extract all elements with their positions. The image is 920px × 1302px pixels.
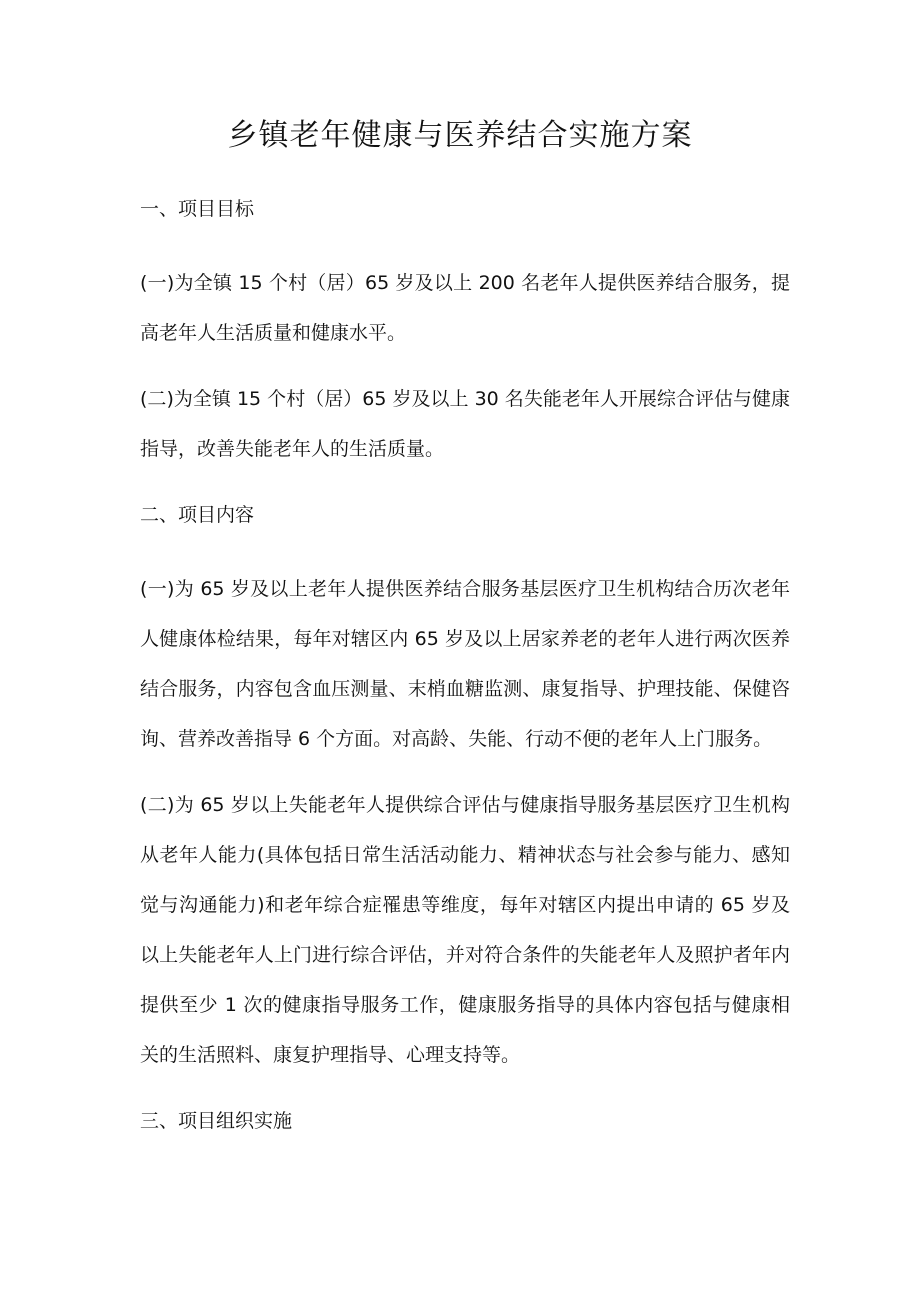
- section-heading-goals: 一、项目目标: [140, 198, 255, 220]
- document-title: 乡镇老年健康与医养结合实施方案: [227, 118, 693, 153]
- goal-item-2: (二)为全镇 15 个村（居）65 岁及以上 30 名失能老年人开展综合评估与健康指导，改善失能老年人的生活质量。: [140, 388, 790, 460]
- section-heading-content: 二、项目内容: [140, 504, 255, 526]
- content-item-2: (二)为 65 岁以上失能老年人提供综合评估与健康指导服务基层医疗卫生机构从老年人能力(具体包括日常生活活动能力、精神状态与社会参与能力、感知觉与沟通能力)和老年综合症罹患等维度，每年对辖区内提出申请的 65 岁及以上失能老年人上门进行综合评估，并对符合条件的失能老年人及照护者年内提供至少 1 次的健康指导服务工作，健康服务指导的具体内容包括与健康相关的生活照料、康复护理指导、心理支持等。: [140, 794, 790, 1066]
- document-body: [140, 184, 790, 1170]
- goal-item-1: (一)为全镇 15 个村（居）65 岁及以上 200 名老年人提供医养结合服务，提高老年人生活质量和健康水平。: [140, 272, 790, 344]
- section-heading-implementation: 三、项目组织实施: [140, 1110, 293, 1132]
- content-item-1: (一)为 65 岁及以上老年人提供医养结合服务基层医疗卫生机构结合历次老年人健康体检结果，每年对辖区内 65 岁及以上居家养老的老年人进行两次医养结合服务，内容包含血压测量、末梢血糖监测、康复指导、护理技能、保健咨询、营养改善指导 6 个方面。对高龄、失能、行动不便的老年人上门服务。: [140, 578, 790, 750]
